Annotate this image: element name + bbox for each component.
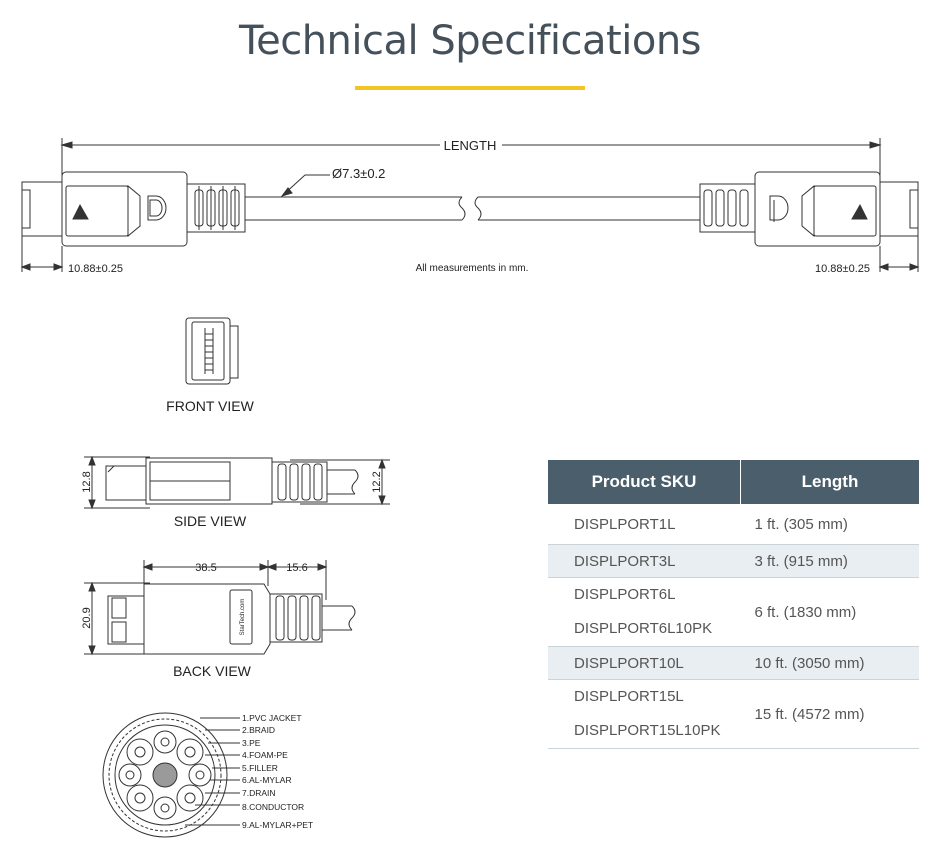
page-title: Technical Specifications (238, 18, 702, 64)
sku-cell: DISPLPORT1L (548, 504, 741, 545)
front-view-label: FRONT VIEW (166, 398, 254, 414)
layer-label: 9.AL-MYLAR+PET (242, 820, 314, 830)
sku-line: DISPLPORT6L (574, 586, 676, 603)
layer-label: 5.FILLER (242, 763, 278, 773)
side-view-label: SIDE VIEW (173, 513, 247, 529)
measurement-note: All measurements in mm. (415, 263, 529, 274)
right-dimension: 10.88±0.25 (815, 263, 870, 275)
length-cell: 3 ft. (915 mm) (741, 545, 920, 578)
length-cell: 1 ft. (305 mm) (741, 504, 920, 545)
length-cell: 6 ft. (1830 mm) (741, 578, 920, 647)
back-dimension-a: 38.5 (195, 562, 217, 574)
layer-label: 3.PE (242, 738, 261, 748)
table-row (548, 680, 919, 749)
layer-label: 6.AL-MYLAR (242, 775, 292, 785)
side-right-dimension: 12.2 (371, 471, 383, 493)
layer-label: 8.CONDUCTOR (242, 802, 305, 812)
layer-label: 4.FOAM-PE (242, 750, 288, 760)
back-view-label: BACK VIEW (173, 663, 251, 679)
length-cell: 10 ft. (3050 mm) (741, 647, 920, 680)
layer-label: 2.BRAID (242, 725, 276, 735)
header-length: Length (741, 460, 920, 504)
sku-cell: DISPLPORT3L (548, 545, 741, 578)
back-dimension-b: 15.6 (286, 562, 308, 574)
back-height-dimension: 20.9 (81, 607, 93, 629)
brand-logo-text: StarTech.com (240, 598, 246, 636)
product-table (548, 460, 919, 749)
sku-cell: DISPLPORT10L (548, 647, 741, 680)
sku-cell (548, 680, 741, 749)
sku-line: DISPLPORT6L10PK (574, 620, 713, 637)
diameter-label: Ø7.3±0.2 (332, 166, 386, 181)
sku-line: DISPLPORT15L10PK (574, 722, 721, 739)
layer-label: 1.PVC JACKET (242, 713, 302, 723)
table-row (548, 545, 919, 578)
sku-line: DISPLPORT15L (574, 688, 684, 705)
sku-cell (548, 578, 741, 647)
table-row (548, 647, 919, 680)
left-dimension: 10.88±0.25 (68, 263, 123, 275)
table-row (548, 578, 919, 647)
table-row (548, 504, 919, 545)
side-left-dimension: 12.8 (81, 471, 93, 493)
length-cell: 15 ft. (4572 mm) (741, 680, 920, 749)
length-label: LENGTH (443, 138, 497, 153)
layer-label: 7.DRAIN (242, 788, 276, 798)
header-sku: Product SKU (548, 460, 741, 504)
